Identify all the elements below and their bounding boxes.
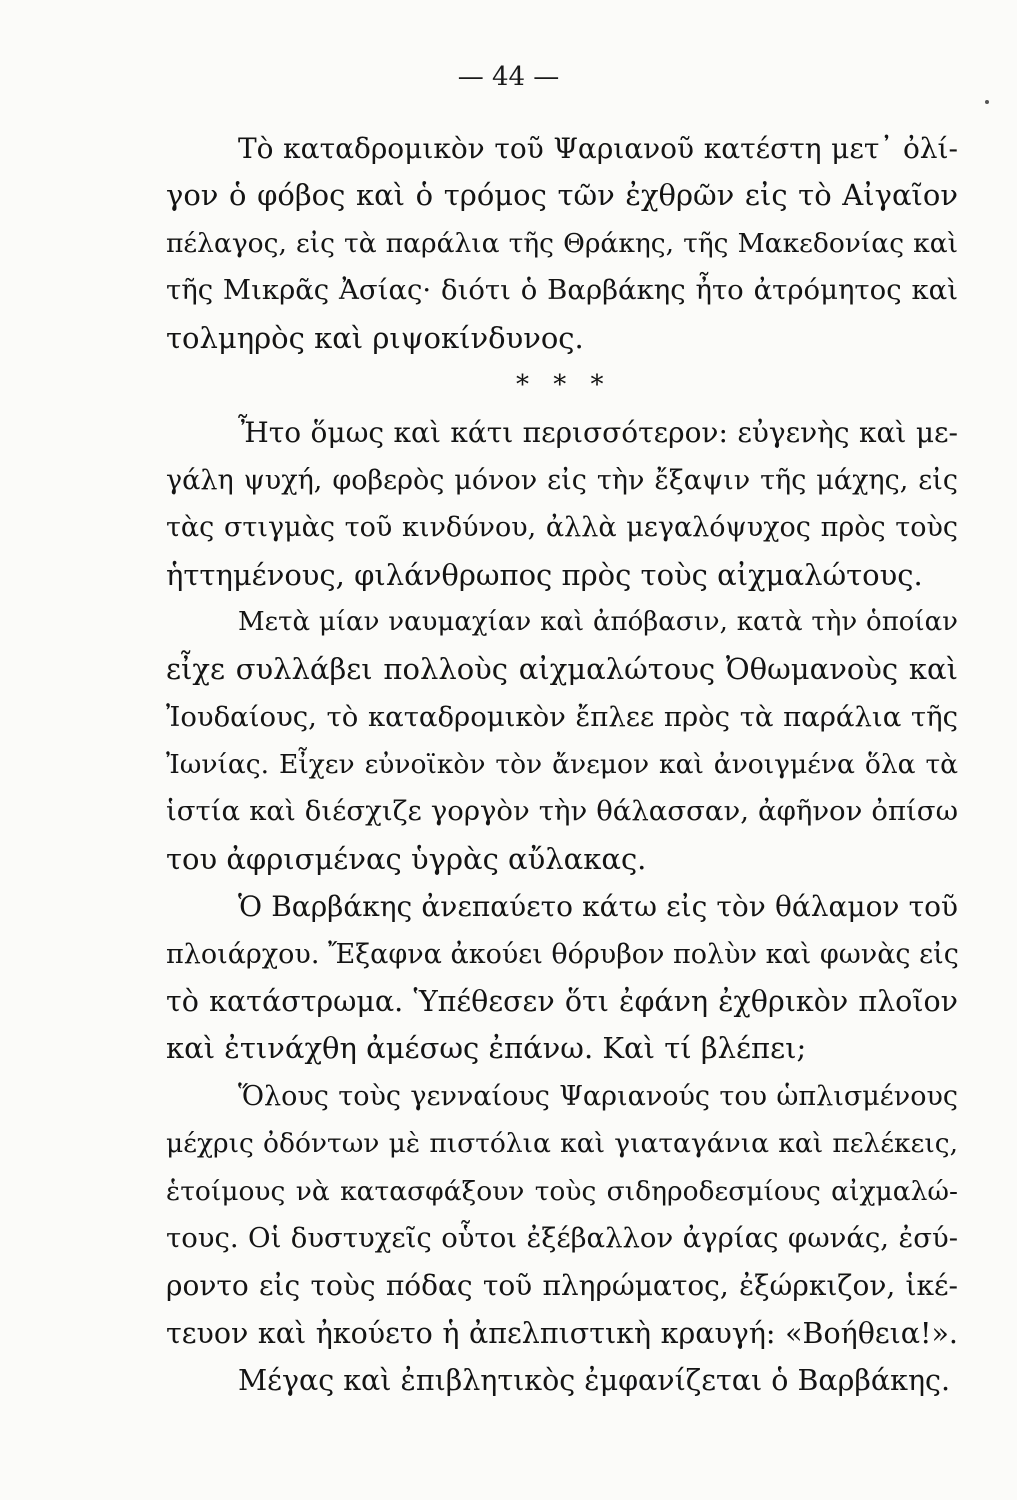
section-separator: * * * [516, 369, 612, 400]
text-line: Ὅλους τοὺς γενναίους Ψαριανούς του ὡπλισμένους [238, 1080, 958, 1112]
paragraph [166, 1073, 958, 1357]
text-line: του ἀφρισμένας ὑγρὰς αὔλακας. [166, 841, 647, 876]
paragraph [166, 599, 958, 883]
text-line: Ἦτο ὅμως καὶ κάτι περισσότερον: εὐγενὴς καὶ με- [238, 416, 958, 450]
text-line: εἶχε συλλάβει πολλοὺς αἰχμαλώτους Ὀθωμανοὺς καὶ [166, 652, 958, 687]
body-text [166, 125, 958, 1405]
text-line: ἑτοίμους νὰ κατασφάξουν τοὺς σιδηροδεσμίους αἰχμαλώ- [166, 1175, 958, 1207]
text-line: ἱστία καὶ διέσχιζε γοργὸν τὴν θάλασσαν, ἀφῆνον ὀπίσω [166, 795, 958, 828]
page-number: — 44 — [457, 62, 560, 92]
paragraph [166, 1357, 958, 1404]
text-line: γον ὁ φόβος καὶ ὁ τρόμος τῶν ἐχθρῶν εἰς τὸ Αἰγαῖον [166, 178, 958, 213]
text-line: Ἰουδαίους, τὸ καταδρομικὸν ἔπλεε πρὸς τὰ παράλια τῆς [166, 700, 958, 733]
text-line: πλοιάρχου. Ἔξαφνα ἀκούει θόρυβον πολὺν καὶ φωνὰς εἰς [166, 938, 959, 970]
text-line: γάλη ψυχή, φοβερὸς μόνον εἰς τὴν ἔξαψιν τῆς μάχης, εἰς [166, 464, 958, 496]
text-line: τους. Οἱ δυστυχεῖς οὗτοι ἐξέβαλλον ἀγρίας φωνάς, ἐσύ- [166, 1221, 958, 1254]
text-line: τὸ κατάστρωμα. Ὑπέθεσεν ὅτι ἐφάνη ἐχθρικὸν πλοῖον [166, 985, 958, 1019]
ink-speck [985, 100, 989, 104]
text-line: τευον καὶ ἠκούετο ἡ ἀπελπιστικὴ κραυγή: «Βοήθεια!». [166, 1316, 958, 1350]
text-line: ἡττημένους, φιλάνθρωπος πρὸς τοὺς αἰχμαλώτους. [166, 557, 923, 592]
text-line: Μετὰ μίαν ναυμαχίαν καὶ ἀπόβασιν, κατὰ τὴν ὁποίαν [238, 606, 958, 637]
text-line: καὶ ἐτινάχθη ἀμέσως ἐπάνω. Καὶ τί βλέπει; [166, 1031, 807, 1066]
text-line: Ὁ Βαρβάκης ἀνεπαύετο κάτω εἰς τὸν θάλαμον τοῦ [238, 890, 958, 924]
text-line: μέχρις ὀδόντων μὲ πιστόλια καὶ γιαταγάνια καὶ πελέκεις, [166, 1128, 958, 1160]
text-line: τὰς στιγμὰς τοῦ κινδύνου, ἀλλὰ μεγαλόψυχος πρὸς τοὺς [166, 512, 958, 544]
paragraph [166, 883, 958, 1073]
text-line: Μέγας καὶ ἐπιβλητικὸς ἐμφανίζεται ὁ Βαρβάκης. [238, 1364, 951, 1398]
text-line: ροντο εἰς τοὺς πόδας τοῦ πληρώματος, ἐξώρκιζον, ἱκέ- [166, 1269, 958, 1303]
text-line: Τὸ καταδρομικὸν τοῦ Ψαριανοῦ κατέστη μετ᾽ ὀλί- [238, 132, 958, 165]
text-line: πέλαγος, εἰς τὰ παράλια τῆς Θράκης, τῆς Μακεδονίας καὶ [166, 227, 958, 259]
text-line: τολμηρὸς καὶ ριψοκίνδυνος. [166, 320, 584, 355]
text-line: Ἰωνίας. Εἶχεν εὐνοϊκὸν τὸν ἄνεμον καὶ ἀνοιγμένα ὅλα τὰ [166, 749, 958, 781]
text-line: τῆς Μικρᾶς Ἀσίας· διότι ὁ Βαρβάκης ἦτο ἀτρόμητος καὶ [166, 274, 958, 307]
paragraph [166, 409, 958, 599]
paragraph [166, 125, 958, 362]
